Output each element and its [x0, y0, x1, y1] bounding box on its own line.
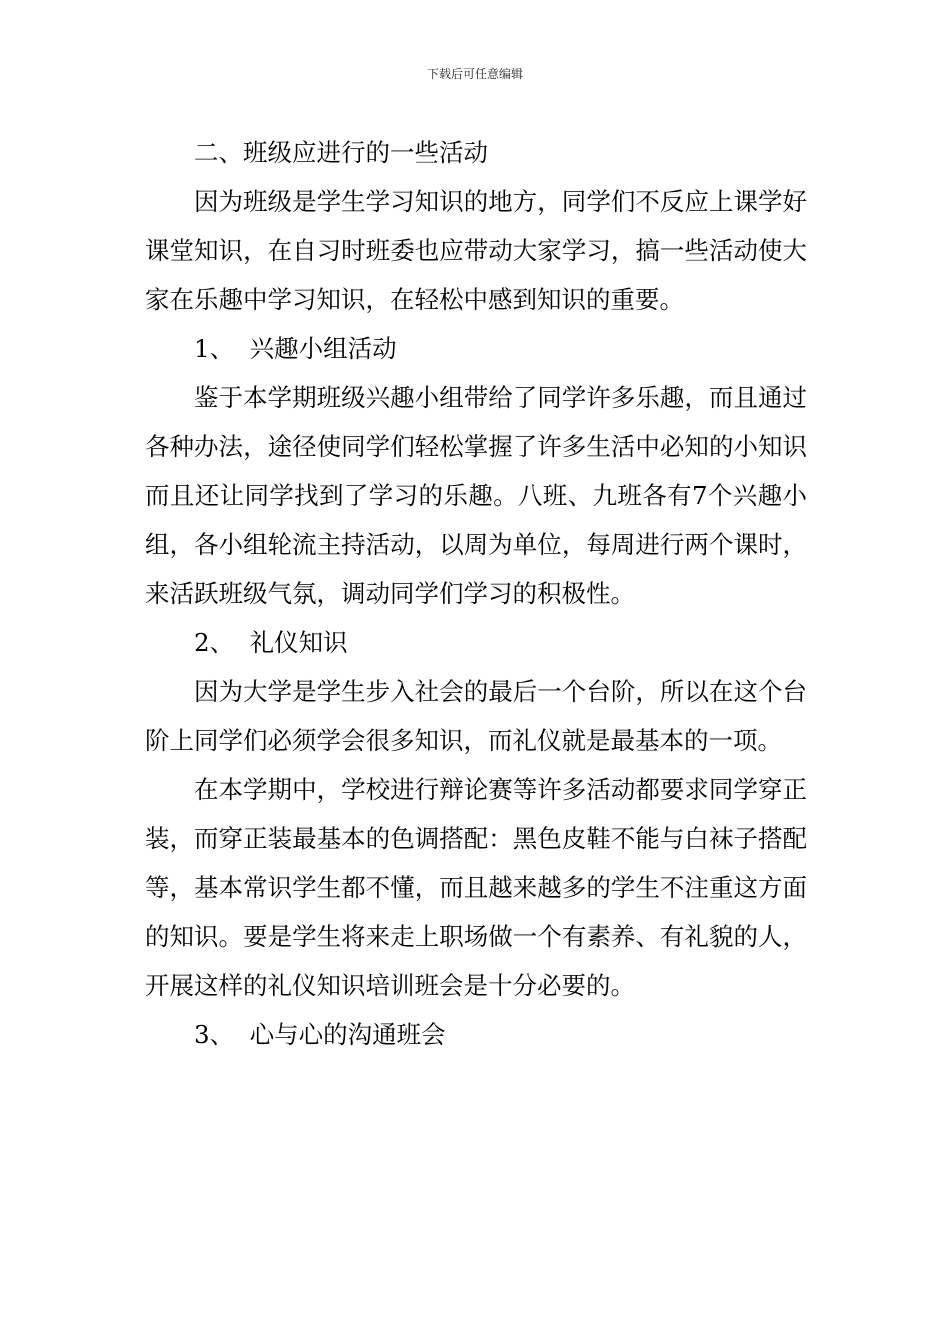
item-3-heading: 3、 心与心的沟通班会: [194, 1020, 446, 1049]
document-body: [145, 128, 807, 1059]
item-2-paragraph-2: 在本学期中，学校进行辩论赛等许多活动都要求同学穿正装，而穿正装最基本的色调搭配：黑色皮鞋不能与白袜子搭配等，基本常识学生都不懂，而且越来越多的学生不注重这方面的知识。要是学生将来走上职场做一个有素养、有礼貌的人，开展这样的礼仪知识培训班会是十分必要的。: [145, 775, 807, 1000]
item-2-heading: 2、 礼仪知识: [194, 628, 348, 657]
item-1-paragraph: 鉴于本学期班级兴趣小组带给了同学许多乐趣，而且通过各种办法，途径使同学们轻松掌握了许多生活中必知的小知识而且还让同学找到了学习的乐趣。八班、九班各有7个兴趣小组，各小组轮流主持活动，以周为单位，每周进行两个课时，来活跃班级气氛，调动同学们学习的积极性。: [145, 383, 807, 608]
item-1-heading: 1、 兴趣小组活动: [194, 334, 397, 363]
page-header: 下载后可任意编辑: [426, 67, 523, 81]
item-2-paragraph-1: 因为大学是学生步入社会的最后一个台阶，所以在这个台阶上同学们必须学会很多知识，而礼仪就是最基本的一项。: [145, 677, 807, 755]
section-heading: 二、班级应进行的一些活动: [194, 138, 488, 167]
intro-paragraph: 因为班级是学生学习知识的地方，同学们不反应上课学好课堂知识，在自习时班委也应带动大家学习，搞一些活动使大家在乐趣中学习知识，在轻松中感到知识的重要。: [145, 187, 807, 314]
